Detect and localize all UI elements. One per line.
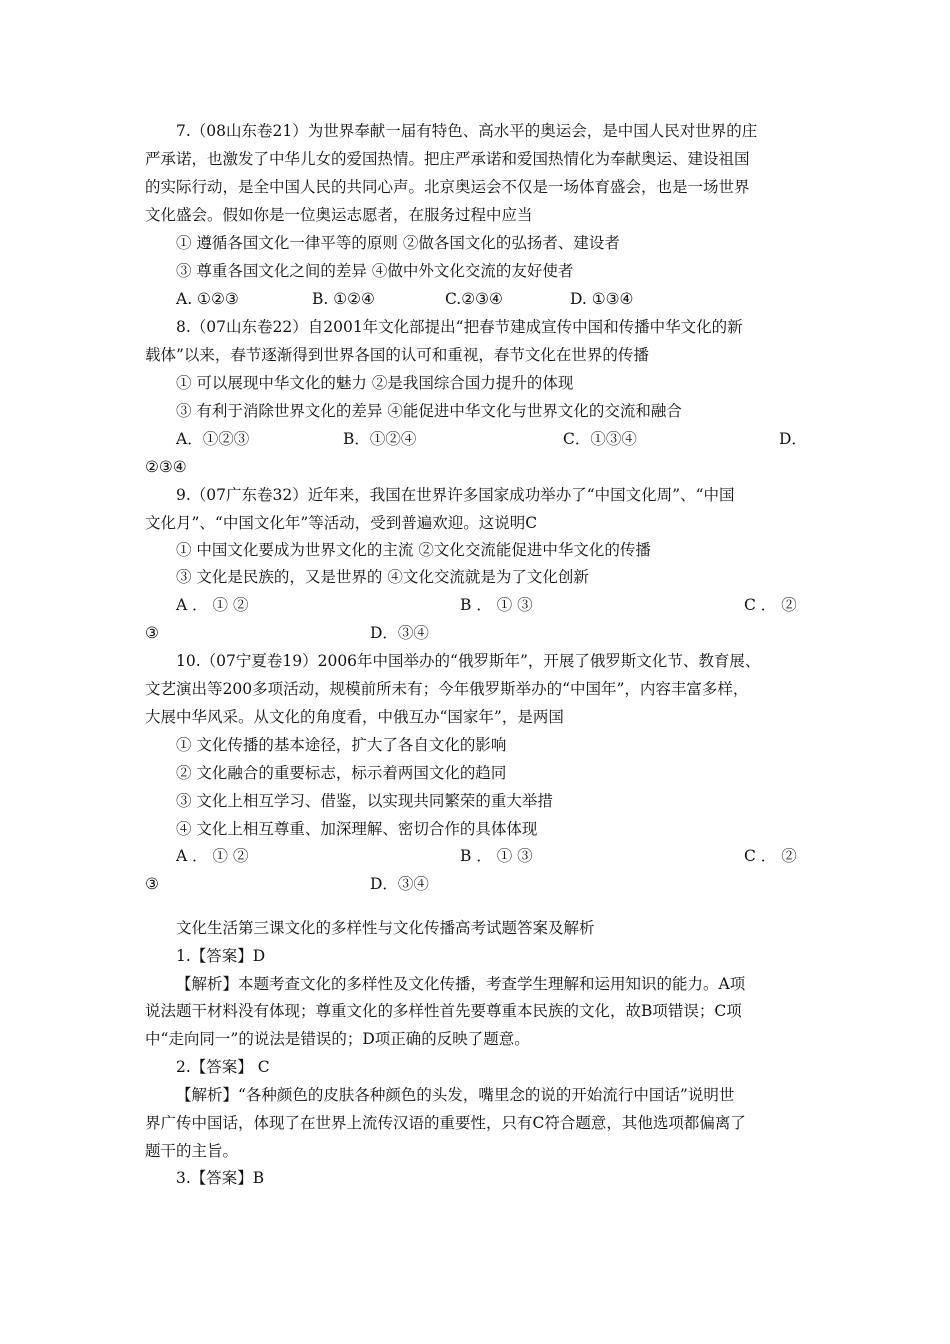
- q9-option-d: D．③④: [370, 624, 429, 642]
- q8-item-2: ③ 有利于消除世界文化的差异 ④能促进中华文化与世界文化的交流和融合: [176, 402, 682, 420]
- q9-option-a: A ． ① ②: [176, 596, 249, 614]
- q10-option-c-value: ③: [145, 875, 159, 893]
- q7-option-a: A. ①②③: [176, 290, 239, 308]
- q7-stem-line-1: 7.（08山东卷21）为世界奉献一届有特色、高水平的奥运会，是中国人民对世界的庄: [176, 122, 758, 140]
- q10-stem-line-3: 大展中华风采。从文化的角度看，中俄互办“国家年”，是两国: [145, 708, 564, 726]
- q7-option-b: B. ①②④: [312, 290, 375, 308]
- q7-stem-line-2: 严承诺，也激发了中华儿女的爱国热情。把庄严承诺和爱国热情化为奉献奥运、建设祖国: [145, 150, 750, 168]
- q10-stem-line-2: 文艺演出等200多项活动，规模前所未有；今年俄罗斯举办的“中国年”，内容丰富多样，: [145, 680, 749, 698]
- q9-stem-line-2: 文化月”、“中国文化年”等活动，受到普遍欢迎。这说明C: [145, 514, 538, 532]
- q7-stem-line-3: 的实际行动，是全中国人民的共同心声。北京奥运会不仅是一场体育盛会，也是一场世界: [145, 178, 750, 196]
- q8-option-b: B．①②④: [343, 430, 417, 448]
- q10-option-d: D．③④: [370, 875, 429, 893]
- q10-item-2: ② 文化融合的重要标志，标示着两国文化的趋同: [176, 764, 507, 782]
- q9-option-b: B ． ① ③: [460, 596, 533, 614]
- q10-option-a: A ． ① ②: [176, 847, 249, 865]
- q8-stem-line-1: 8.（07山东卷22）自2001年文化部提出“把春节建成宣传中国和传播中华文化的新: [176, 318, 743, 336]
- answer-2-explanation-line-3: 题干的主旨。: [145, 1142, 239, 1160]
- q10-item-3: ③ 文化上相互学习、借鉴，以实现共同繁荣的重大举措: [176, 792, 553, 810]
- q10-item-4: ④ 文化上相互尊重、加深理解、密切合作的具体体现: [176, 820, 538, 838]
- q9-option-c-value: ③: [145, 624, 159, 642]
- q9-item-1: ① 中国文化要成为世界文化的主流 ②文化交流能促进中华文化的传播: [176, 541, 651, 559]
- q8-option-d-label: D．: [779, 430, 807, 448]
- q10-stem-line-1: 10.（07宁夏卷19）2006年中国举办的“俄罗斯年”，开展了俄罗斯文化节、教育展、: [176, 652, 761, 670]
- q7-stem-line-4: 文化盛会。假如你是一位奥运志愿者，在服务过程中应当: [145, 206, 533, 224]
- answer-1-explanation-line-2: 说法题干材料没有体现；尊重文化的多样性首先要尊重本民族的文化，故B项错误；C项: [145, 1002, 742, 1020]
- answer-1-explanation-line-1: 【解析】本题考查文化的多样性及文化传播，考查学生理解和运用知识的能力。A项: [176, 975, 746, 993]
- answer-2-explanation-line-1: 【解析】“各种颜色的皮肤各种颜色的头发，嘴里念的说的开始流行中国话”说明世: [176, 1086, 735, 1104]
- answers-title: 文化生活第三课文化的多样性与文化传播高考试题答案及解析: [176, 919, 595, 937]
- q9-stem-line-1: 9.（07广东卷32）近年来，我国在世界许多国家成功举办了“中国文化周”、“中国: [176, 486, 735, 504]
- answer-1-explanation-line-3: 中“走向同一”的说法是错误的；D项正确的反映了题意。: [145, 1030, 530, 1048]
- q7-option-d: D. ①③④: [570, 290, 634, 308]
- answer-1: 1.【答案】D: [176, 947, 266, 965]
- q9-option-c-label: C ． ②: [744, 596, 797, 614]
- q7-option-c: C.②③④: [445, 290, 503, 308]
- answer-2-explanation-line-2: 界广传中国话，体现了在世界上流传汉语的重要性，只有C符合题意，其他选项都偏离了: [145, 1114, 746, 1132]
- q8-stem-line-2: 载体”以来，春节逐渐得到世界各国的认可和重视，春节文化在世界的传播: [145, 346, 649, 364]
- q10-option-c-label: C ． ②: [744, 847, 797, 865]
- q8-option-a: A．①②③: [176, 430, 250, 448]
- q7-item-1: ① 遵循各国文化一律平等的原则 ②做各国文化的弘扬者、建设者: [176, 234, 620, 252]
- answer-2: 2.【答案】 C: [176, 1058, 270, 1076]
- q8-option-c: C．①③④: [563, 430, 637, 448]
- q9-item-2: ③ 文化是民族的，又是世界的 ④文化交流就是为了文化创新: [176, 568, 589, 586]
- q10-option-b: B ． ① ③: [460, 847, 533, 865]
- q8-item-1: ① 可以展现中华文化的魅力 ②是我国综合国力提升的体现: [176, 374, 574, 392]
- q7-item-2: ③ 尊重各国文化之间的差异 ④做中外文化交流的友好使者: [176, 262, 574, 280]
- q8-option-d-value: ②③④: [145, 458, 187, 476]
- q10-item-1: ① 文化传播的基本途径，扩大了各自文化的影响: [176, 736, 507, 754]
- answer-3: 3.【答案】B: [176, 1169, 265, 1187]
